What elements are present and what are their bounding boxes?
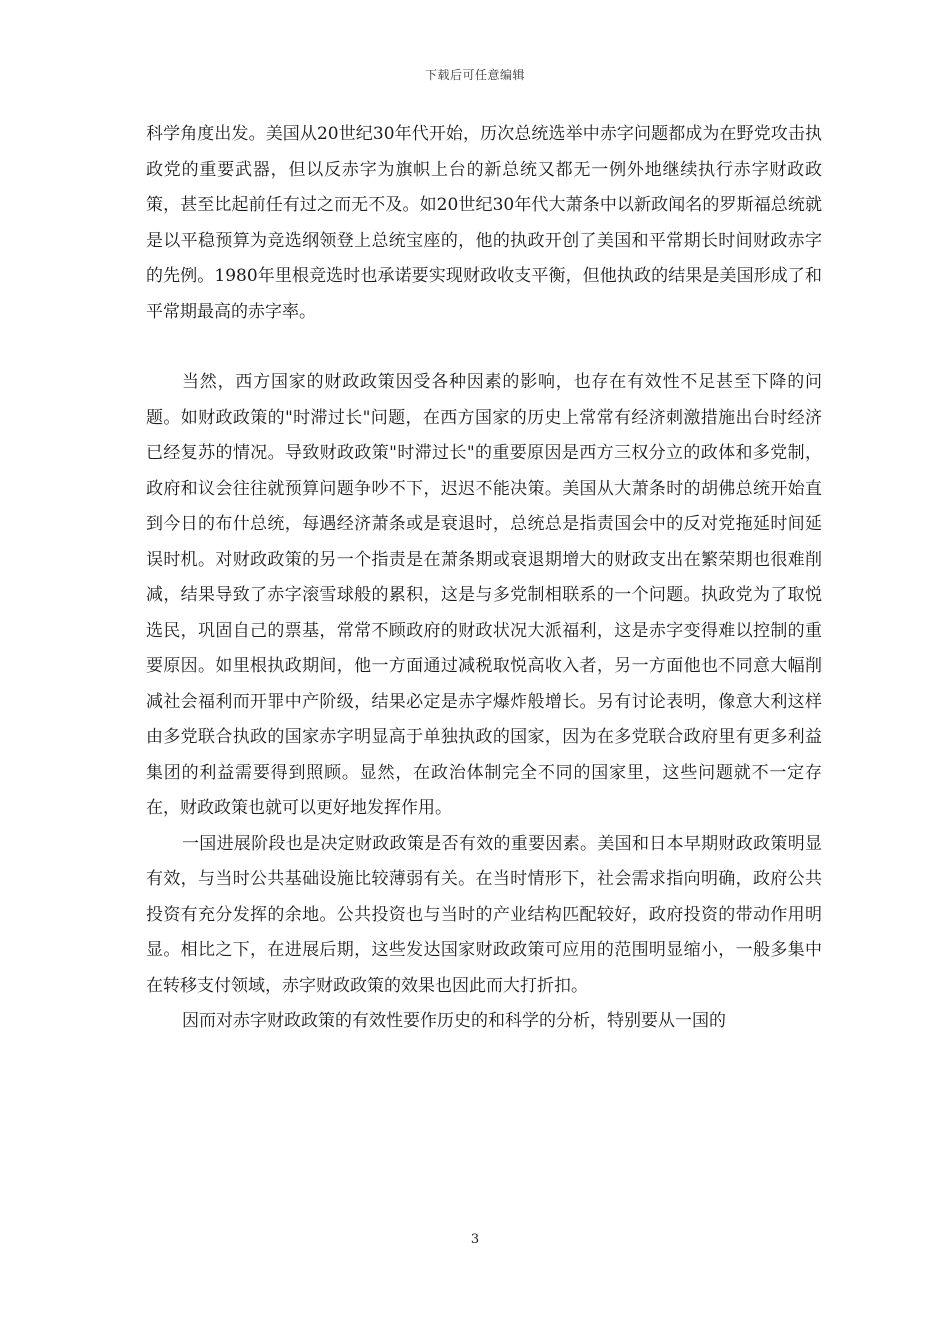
paragraph-1: 科学角度出发。美国从20世纪30年代开始，历次总统选举中赤字问题都成为在野党攻击执政党的重要武器，但以反赤字为旗帜上台的新总统又都无一例外地继续执行赤字财政政策，甚至比起前任有过之而无不及。如20世纪30年代大萧条中以新政闻名的罗斯福总统就是以平稳预算为竞选纲领登上总统宝座的，他的执政开创了美国和平常期长时间财政赤字的先例。1980年里根竞选时也承诺要实现财政收支平衡，但他执政的结果是美国形成了和平常期最高的赤字率。 (146, 124, 822, 322)
paragraph-2: 当然，西方国家的财政政策因受各种因素的影响，也存在有效性不足甚至下降的问题。如财政政策的"时滞过长"问题，在西方国家的历史上常常有经济刺激措施出台时经济已经复苏的情况。导致财政政策"时滞过长"的重要原因是西方三权分立的政体和多党制，政府和议会往往就预算问题争吵不下，迟迟不能决策。美国从大萧条时的胡佛总统开始直到今日的布什总统，每遇经济萧条或是衰退时，总统总是指责国会中的反对党拖延时间延误时机。对财政政策的另一个指责是在萧条期或衰退期增大的财政支出在繁荣期也很难削减，结果导致了赤字滚雪球般的累积，这是与多党制相联系的一个问题。执政党为了取悦选民，巩固自己的票基，常常不顾政府的财政状况大派福利，这是赤字变得难以控制的重要原因。如里根执政期间，他一方面通过减税取悦高收入者，另一方面他也不同意大幅削减社会福利而开罪中产阶级，结果必定是赤字爆炸般增长。另有讨论表明，像意大利这样由多党联合执政的国家赤字明显高于单独执政的国家，因为在多党联合政府里有更多利益集团的利益需要得到照顾。显然，在政治体制完全不同的国家里，这些问题就不一定存在，财政政策也就可以更好地发挥作用。 (146, 372, 822, 818)
paragraph-4: 因而对赤字财政政策的有效性要作历史的和科学的分析，特别要从一国的 (182, 1011, 726, 1031)
page-number: 3 (470, 1232, 480, 1247)
document-body (146, 117, 822, 1040)
paragraph-3: 一国进展阶段也是决定财政政策是否有效的重要因素。美国和日本早期财政政策明显有效，与当时公共基础设施比较薄弱有关。在当时情形下，社会需求指向明确，政府公共投资有充分发挥的余地。公共投资也与当时的产业结构匹配较好，政府投资的带动作用明显。相比之下，在进展后期，这些发达国家财政政策可应用的范围明显缩小，一般多集中在转移支付领域，赤字财政政策的效果也因此而大打折扣。 (146, 833, 822, 996)
page-header: 下载后可任意编辑 (424, 68, 525, 82)
